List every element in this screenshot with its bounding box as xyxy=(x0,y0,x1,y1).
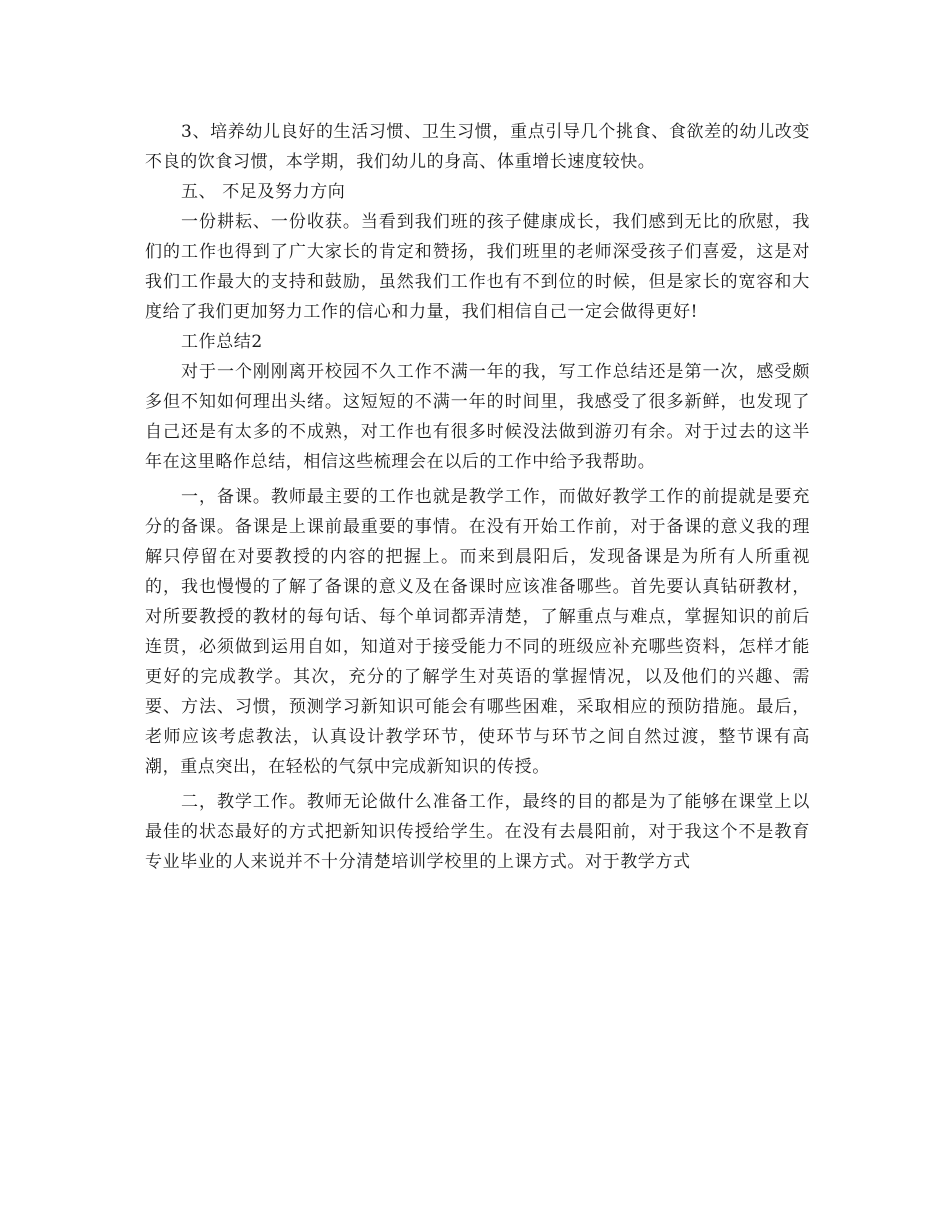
section-heading-shortcomings: 五、 不足及努力方向 xyxy=(181,182,346,202)
paragraph-lesson-prep: 一，备课。教师最主要的工作也就是教学工作，而做好教学工作的前提就是要充分的备课。备课是上课前最重要的事情。在没有开始工作前，对于备课的意义我的理解只停留在对要教授的内容的把握上。而来到晨阳后，发现备课是为所有人所重视的，我也慢慢的了解了备课的意义及在备课时应该准备哪些。首先要认真钻研教材，对所要教授的教材的每句话、每个单词都弄清楚，了解重点与难点，掌握知识的前后连贯，必须做到运用自如，知道对于接受能力不同的班级应补充哪些资料，怎样才能更好的完成教学。其次，充分的了解学生对英语的掌握情况，以及他们的兴趣、需要、方法、习惯，预测学习新知识可能会有哪些困难，采取相应的预防措施。最后，老师应该考虑教法，认真设计教学环节，使环节与环节之间自然过渡，整节课有高潮，重点突出，在轻松的气氛中完成新知识的传授。 xyxy=(145,487,810,777)
paragraph-harvest: 一份耕耘、一份收获。当看到我们班的孩子健康成长，我们感到无比的欣慰，我们的工作也得到了广大家长的肯定和赞扬，我们班里的老师深受孩子们喜爱，这是对我们工作最大的支持和鼓励，虽然我们工作也有不到位的时候，但是家长的宽容和大度给了我们更加努力工作的信心和力量，我们相信自己一定会做得更好! xyxy=(145,212,810,322)
paragraph-habits: 3、培养幼儿良好的生活习惯、卫生习惯，重点引导几个挑食、食欲差的幼儿改变不良的饮食习惯，本学期，我们幼儿的身高、体重增长速度较快。 xyxy=(145,122,810,172)
paragraph-teaching-work: 二，教学工作。教师无论做什么准备工作，最终的目的都是为了能够在课堂上以最佳的状态最好的方式把新知识传授给学生。在没有去晨阳前，对于我这个不是教育专业毕业的人来说并不十分清楚培训学校里的上课方式。对于教学方式 xyxy=(145,792,810,872)
paragraph-intro: 对于一个刚刚离开校园不久工作不满一年的我，写工作总结还是第一次，感受颇多但不知如何理出头绪。这短短的不满一年的时间里，我感受了很多新鲜，也发现了自己还是有太多的不成熟，对工作也有很多时候没法做到游刃有余。对于过去的这半年在这里略作总结，相信这些梳理会在以后的工作中给予我帮助。 xyxy=(145,362,810,472)
section-heading-summary-2: 工作总结2 xyxy=(181,332,263,352)
document-body xyxy=(145,117,810,877)
